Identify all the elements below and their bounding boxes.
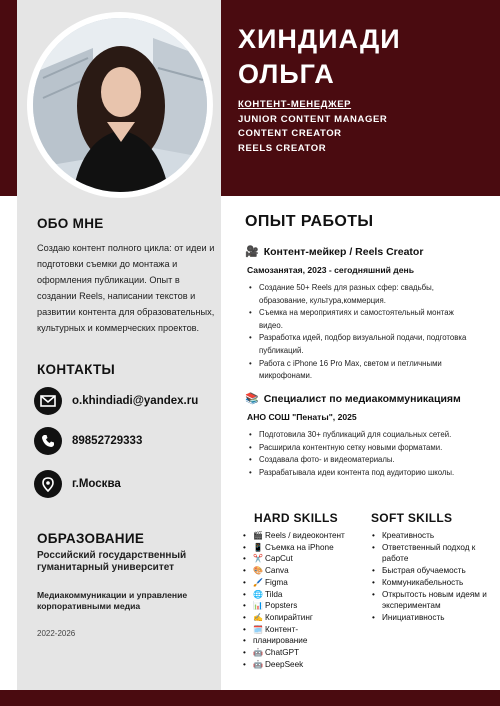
palette-icon: 🎨 xyxy=(253,566,263,576)
location-pin-icon xyxy=(34,470,62,498)
list-item: • 🤖 DeepSeek xyxy=(243,659,345,671)
list-item: • Инициативность xyxy=(371,612,496,624)
job-1-org: Самозанятая, 2023 - сегодняшний день xyxy=(247,265,414,275)
video-camera-icon: 🎥 xyxy=(245,246,259,258)
list-item: • 📊 Popsters xyxy=(243,600,345,612)
roles-list xyxy=(238,98,387,156)
list-item: • Разработка идей, подбор визуальной подачи, подготовка публикаций. xyxy=(247,332,479,357)
job-1-title xyxy=(245,245,423,258)
profile-photo xyxy=(33,18,207,192)
education-heading: ОБРАЗОВАНИЕ xyxy=(37,531,145,546)
job-2-title xyxy=(245,392,461,405)
list-item: • Коммуникабельность xyxy=(371,577,496,589)
robot-icon: 🤖 xyxy=(253,648,263,658)
list-item: • Съемка на мероприятиях и самостоятельный монтаж видео. xyxy=(247,307,479,332)
list-item: • Создание 50+ Reels для разных сфер: свадьбы, образование, культура,коммерция. xyxy=(247,282,479,307)
soft-skills-heading: SOFT SKILLS xyxy=(371,511,453,525)
list-item: • ✍️ Копирайтинг xyxy=(243,612,345,624)
clapper-icon: 🎬 xyxy=(253,531,263,540)
job-2-org: АНО СОШ "Пенаты", 2025 xyxy=(247,412,357,422)
full-name xyxy=(238,22,401,92)
paintbrush-icon: 🖌️ xyxy=(253,577,263,587)
list-item: • 🎨 Canva xyxy=(243,565,345,577)
phone-text[interactable]: 89852729333 xyxy=(72,435,143,447)
specialty: Медиакоммуникации и управление корпоративными медиа xyxy=(37,590,188,611)
bar-chart-icon: 📊 xyxy=(253,601,263,611)
role-3: CONTENT CREATOR xyxy=(238,128,342,139)
contact-email[interactable] xyxy=(34,387,198,415)
about-text: Создаю контент полного цикла: от идеи и подготовки съемки до монтажа и оформления публикации. Опыт в создании Reels, написании текстов и развитии контента для образовательных, культурных и коммерческих проектов. xyxy=(37,243,215,333)
robot-icon: 🤖 xyxy=(253,659,263,669)
globe-icon: 🌐 xyxy=(253,589,263,599)
books-icon: 📚 xyxy=(245,393,259,405)
list-item: • 🤖 ChatGPT xyxy=(243,647,345,659)
list-item: • Расширила контентную сетку новыми форматами. xyxy=(247,442,499,455)
footer-band xyxy=(0,690,500,706)
education-years: 2022-2026 xyxy=(37,629,76,638)
list-item: • Работа с iPhone 16 Pro Max, светом и петличными микрофонами. xyxy=(247,358,479,383)
calendar-icon: 🗓️ xyxy=(253,624,263,634)
role-1: КОНТЕНТ-МЕНЕДЖЕР xyxy=(238,99,352,110)
list-item: • Создавала фото- и видеоматериалы. xyxy=(247,454,499,467)
list-item: • ✂️ CapCut xyxy=(243,553,345,565)
list-item: • Разрабатывала идеи контента под аудиторию школы. xyxy=(247,467,499,480)
name-line-1: ХИНДИАДИ xyxy=(238,24,401,54)
list-item: • Быстрая обучаемость xyxy=(371,565,496,577)
list-item: • 🖌️ Figma xyxy=(243,577,345,589)
university-name: Российский государственный гуманитарный университет xyxy=(37,550,187,573)
job-1-bullets xyxy=(247,282,479,383)
list-item: • Креативность xyxy=(371,530,496,542)
hard-skills-list xyxy=(243,530,345,670)
job-2-title-text: Специалист по медиакоммуникациям xyxy=(263,392,461,405)
list-item: • 🎬 Reels / видеоконтент xyxy=(243,530,345,542)
soft-skills-list xyxy=(371,530,496,624)
list-item: • 🌐 Tilda xyxy=(243,589,345,601)
role-2: JUNIOR CONTENT MANAGER xyxy=(238,113,388,125)
job-2-bullets xyxy=(247,429,499,479)
job-1-title-text: Контент-мейкер / Reels Creator xyxy=(263,245,424,258)
scissors-icon: ✂️ xyxy=(253,554,263,564)
phone-icon xyxy=(34,427,62,455)
city-text: г.Москва xyxy=(72,478,121,490)
smartphone-icon: 📱 xyxy=(253,542,263,552)
portrait-illustration xyxy=(33,18,207,192)
role-4: REELS CREATOR xyxy=(238,142,327,154)
list-item: • Подготовила 30+ публикаций для социальных сетей. xyxy=(247,429,499,442)
list-item: • Открытость новым идеям и экспериментам xyxy=(371,589,496,612)
experience-heading: ОПЫТ РАБОТЫ xyxy=(245,213,374,230)
name-line-2: ОЛЬГА xyxy=(238,59,335,89)
contact-phone[interactable] xyxy=(34,427,142,455)
list-item: • Ответственный подход к работе xyxy=(371,542,496,565)
email-text[interactable]: o.khindiadi@yandex.ru xyxy=(72,395,199,407)
envelope-icon xyxy=(34,387,62,415)
about-heading: ОБО МНЕ xyxy=(37,216,104,231)
list-item: • 📱 Съемка на iPhone xyxy=(243,542,345,554)
contact-city xyxy=(34,470,121,498)
hard-skills-heading: HARD SKILLS xyxy=(254,511,338,525)
list-item-continuation: • планирование xyxy=(243,635,345,647)
list-item: • 🗓️ Контент- xyxy=(243,624,345,636)
contacts-heading: КОНТАКТЫ xyxy=(37,362,116,377)
writing-hand-icon: ✍️ xyxy=(253,612,263,622)
